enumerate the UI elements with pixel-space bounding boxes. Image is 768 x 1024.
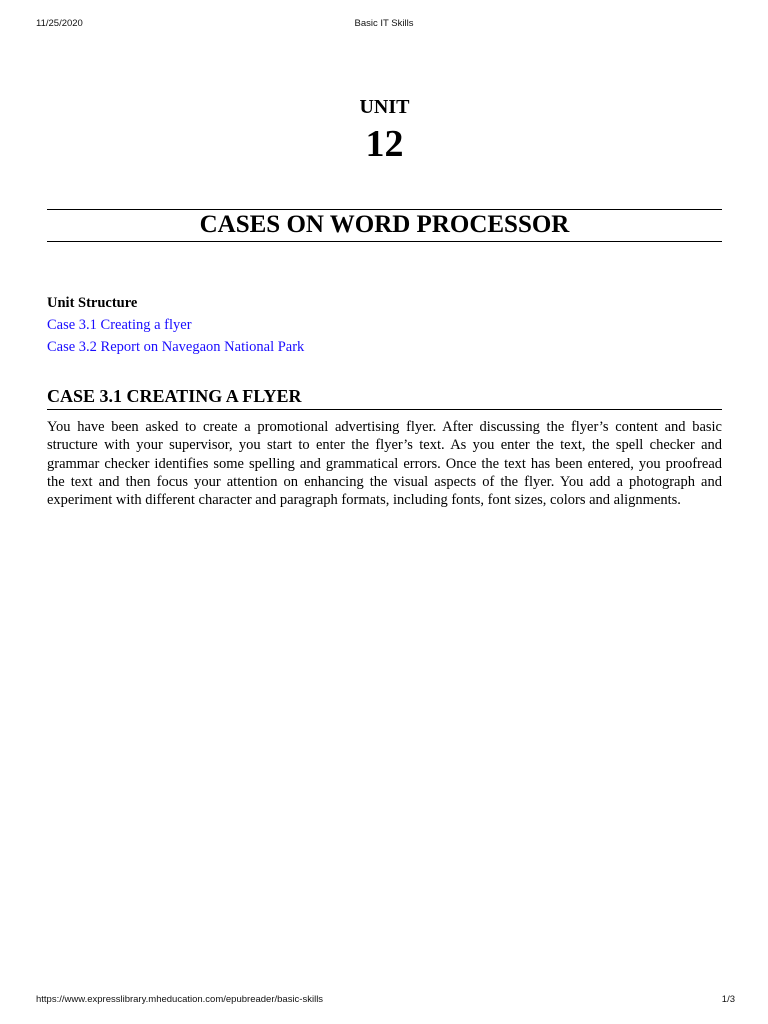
print-page-number: 1/3 bbox=[721, 994, 735, 1005]
print-date: 11/25/2020 bbox=[36, 18, 83, 29]
unit-label: UNIT bbox=[359, 96, 410, 118]
section-rule bbox=[47, 409, 722, 410]
unit-number: 12 bbox=[365, 123, 404, 165]
print-page-title: Basic IT Skills bbox=[354, 18, 414, 29]
toc-link-case-3-1[interactable]: Case 3.1 Creating a flyer bbox=[47, 317, 192, 333]
print-header bbox=[0, 18, 768, 32]
section-body-paragraph: You have been asked to create a promotional advertising flyer. After discussing the flyer’s content and basic structure with your supervisor, you start to enter the flyer’s text. As you enter the text, the spell checker and grammar checker identifies some spelling and grammatical errors. Once the text has been entered, you proofread the text and then focus your attention on enhancing the visual aspects of the flyer. You add a photograph and experiment with different character and paragraph formats, including fonts, font sizes, colors and alignments. bbox=[47, 419, 722, 509]
title-rule-bottom bbox=[47, 241, 722, 242]
toc-link-case-3-2[interactable]: Case 3.2 Report on Navegaon National Park bbox=[47, 339, 305, 355]
section-heading: CASE 3.1 CREATING A FLYER bbox=[47, 386, 302, 406]
print-url: https://www.expresslibrary.mheducation.com/epubreader/basic-skills bbox=[36, 994, 324, 1005]
unit-structure-heading: Unit Structure bbox=[47, 295, 138, 311]
chapter-title: CASES ON WORD PROCESSOR bbox=[199, 211, 570, 238]
print-footer bbox=[0, 994, 768, 1008]
